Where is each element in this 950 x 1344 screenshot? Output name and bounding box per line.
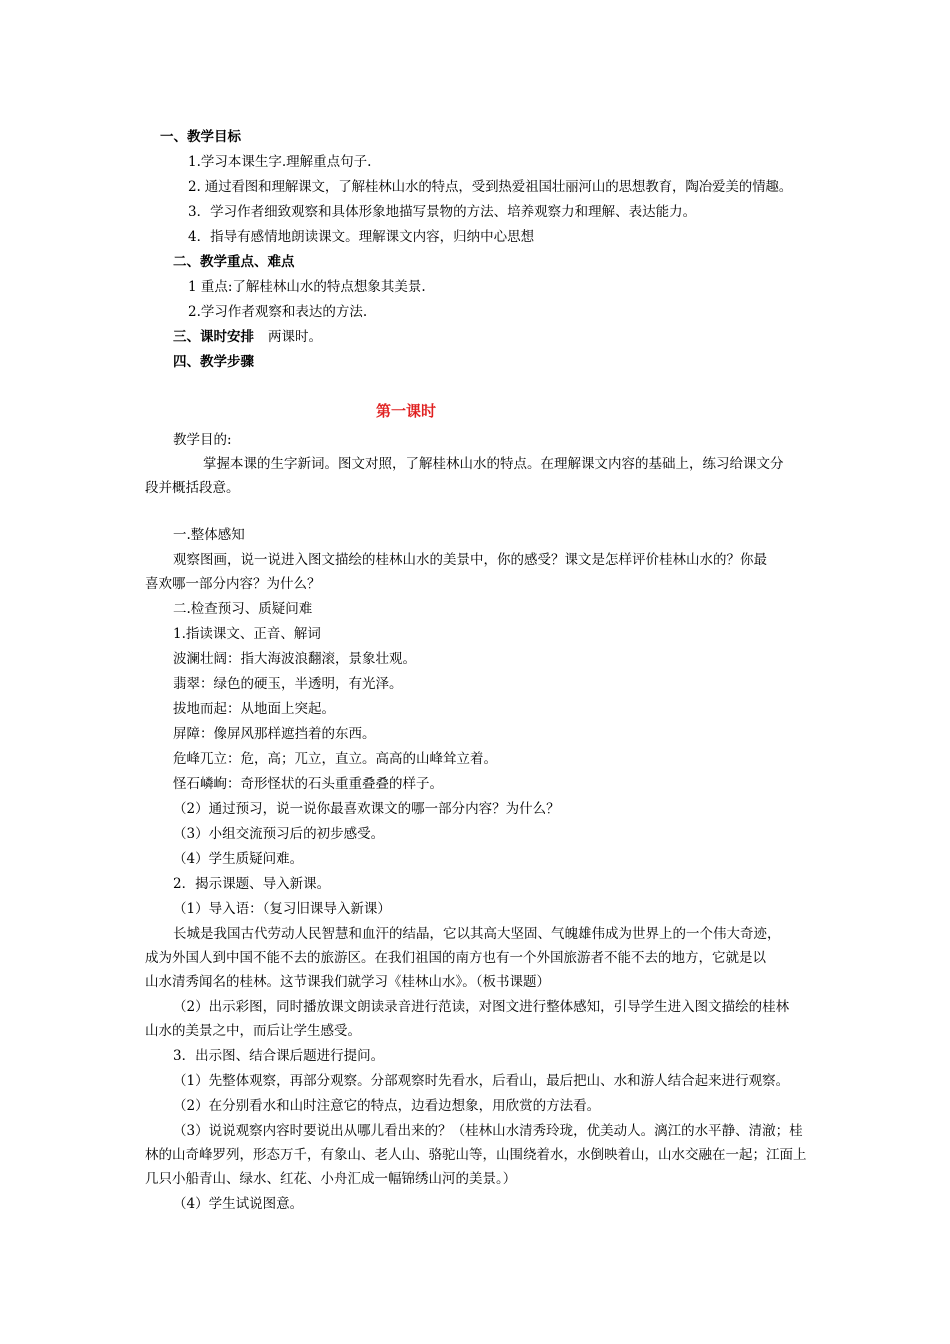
- body-line: 喜欢哪一部分内容？为什么？: [145, 576, 321, 592]
- section1-item-1: 1.学习本课生字.理解重点句子.: [188, 154, 372, 170]
- body-line: 二.检查预习、质疑问难: [173, 601, 313, 617]
- body-line: 3．出示图、结合课后题进行提问。: [173, 1048, 385, 1064]
- body-line: （2）在分别看水和山时注意它的特点，边看边想象，用欣赏的方法看。: [173, 1098, 601, 1114]
- body-line: 1.指读课文、正音、解词: [173, 626, 321, 642]
- section2-item-2: 2.学习作者观察和表达的方法.: [188, 304, 368, 320]
- body-line: （3）说说观察内容时要说出从哪儿看出来的？（桂林山水清秀玲珑，优美动人。漓江的水平静、清澈；桂: [173, 1123, 803, 1139]
- section3-text: 两课时。: [268, 329, 322, 345]
- body-line: 危峰兀立：危，高；兀立，直立。高高的山峰耸立着。: [173, 751, 497, 767]
- section1-item-4: 4．指导有感情地朗读课文。理解课文内容，归纳中心思想: [188, 229, 535, 245]
- body-line: （2）通过预习，说一说你最喜欢课文的哪一部分内容？为什么？: [173, 801, 560, 817]
- body-line: （1）导入语：（复习旧课导入新课）: [173, 901, 391, 917]
- section1-item-3: 3．学习作者细致观察和具体形象地描写景物的方法、培养观察力和理解、表达能力。: [188, 204, 697, 220]
- body-line: 波澜壮阔：指大海波浪翻滚，景象壮观。: [173, 651, 416, 667]
- objective-line-1: 掌握本课的生字新词。图文对照，了解桂林山水的特点。在理解课文内容的基础上，练习给课文分: [203, 456, 784, 472]
- body-line: 长城是我国古代劳动人民智慧和血汗的结晶，它以其高大坚固、气魄雄伟成为世界上的一个伟大奇迹，: [173, 926, 781, 942]
- body-line: 山水清秀闻名的桂林。这节课我们就学习《桂林山水》。（板书课题）: [145, 974, 550, 990]
- lesson-title: 第一课时: [375, 402, 436, 420]
- body-line: 山水的美景之中，而后让学生感受。: [145, 1023, 361, 1039]
- section1-heading: 一、教学目标: [160, 129, 241, 145]
- objective-line-2: 段并概括段意。: [145, 480, 240, 496]
- body-line: 翡翠：绿色的硬玉，半透明，有光泽。: [173, 676, 403, 692]
- body-line: （1）先整体观察，再部分观察。分部观察时先看水，后看山，最后把山、水和游人结合起来进行观察。: [173, 1073, 790, 1089]
- body-line: （3）小组交流预习后的初步感受。: [173, 826, 385, 842]
- body-line: （4）学生试说图意。: [173, 1196, 304, 1212]
- objective-label: 教学目的:: [173, 432, 232, 448]
- body-line: 2．揭示课题、导入新课。: [173, 876, 331, 892]
- body-line: （2）出示彩图，同时播放课文朗读录音进行范读，对图文进行整体感知，引导学生进入图文描绘的桂林: [173, 999, 790, 1015]
- body-line: 拔地而起：从地面上突起。: [173, 701, 335, 717]
- section3-heading: 三、课时安排: [173, 329, 254, 345]
- section3-line: [173, 327, 853, 347]
- body-line: 成为外国人到中国不能不去的旅游区。在我们祖国的南方也有一个外国旅游者不能不去的地方，它就是以: [145, 950, 766, 966]
- body-line: 屏障：像屏风那样遮挡着的东西。: [173, 726, 376, 742]
- section4-heading: 四、教学步骤: [173, 354, 254, 370]
- body-line: 观察图画，说一说进入图文描绘的桂林山水的美景中，你的感受？课文是怎样评价桂林山水的？你最: [173, 552, 767, 568]
- body-line: 怪石嶙峋：奇形怪状的石头重重叠叠的样子。: [173, 776, 443, 792]
- section2-item-1: 1 重点:了解桂林山水的特点想象其美景.: [188, 279, 426, 295]
- body-line: 林的山奇峰罗列，形态万千，有象山、老人山、骆驼山等，山围绕着水，水倒映着山，山水交融在一起；江面上: [145, 1147, 807, 1163]
- body-line: 一.整体感知: [173, 527, 245, 543]
- body-line: （4）学生质疑问难。: [173, 851, 304, 867]
- section1-item-2: 2. 通过看图和理解课文，了解桂林山水的特点，受到热爱祖国壮丽河山的思想教育，陶冶爱美的情趣。: [188, 179, 793, 195]
- body-line: 几只小船青山、绿水、红花、小舟汇成一幅锦绣山河的美景。）: [145, 1171, 517, 1187]
- section2-heading: 二、教学重点、难点: [173, 254, 295, 270]
